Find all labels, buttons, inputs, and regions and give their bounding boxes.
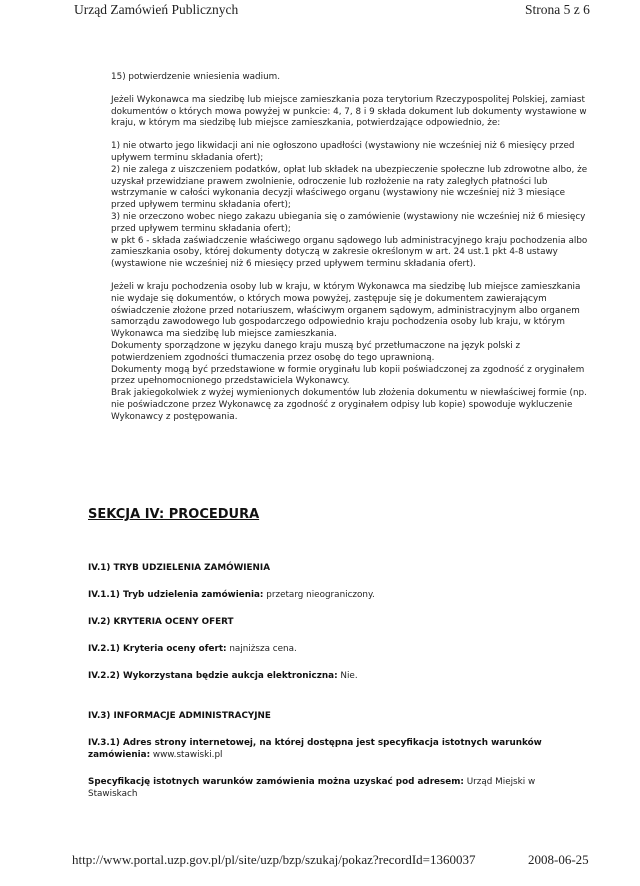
iv22-value: Nie. <box>340 671 358 681</box>
spec-row <box>88 776 558 800</box>
page-number: Strona 5 z 6 <box>525 2 590 17</box>
point-1: 1) nie otwarto jego likwidacji ani nie ogłoszono upadłości (wystawiony nie wcześniej niż 6 miesięcy przed upływem terminu składania ofert); <box>111 141 575 163</box>
point-2: 2) nie zalega z uiszczeniem podatków, opłat lub składek na ubezpieczenie społeczne lub zdrowotne albo, że uzyskał przewidziane prawem zwolnienie, odroczenie lub rozłożenie na raty zaległych płatności lub wstrzymanie w całości wykonania decyzji właściwego organu (wystawiony nie wcześniej niż 3 miesiące przed upływem terminu składania ofert); <box>111 164 588 211</box>
iv1-label: IV.1) TRYB UDZIELENIA ZAMÓWIENIA <box>88 563 270 573</box>
iv2-label: IV.2) KRYTERIA OCENY OFERT <box>88 617 234 627</box>
iv21-label: IV.2.1) Kryteria oceny ofert: <box>88 644 227 654</box>
footer-date: 2008-06-25 <box>528 852 589 867</box>
footer-url: http://www.portal.uzp.gov.pl/pl/site/uzp/bzp/szukaj/pokaz?recordId=1360037 <box>72 852 476 867</box>
iv31-row <box>88 737 558 761</box>
section-title: SEKCJA IV: PROCEDURA <box>88 507 260 522</box>
origin-paragraph: Jeżeli w kraju pochodzenia osoby lub w kraju, w którym Wykonawca ma siedzibę lub miejsce zamieszkania nie wydaje się dokumentów, o których mowa powyżej, zastępuje się je dokumentem zawierającym oświadczenie złożone przed notariuszem, właściwym organem sądowym, administracyjnym albo organem samorządu zawodowego lub gospodarczego odpowiednio kraju pochodzenia osoby lub kraju, w którym Wykonawca ma siedzibę lub miejsce zamieszkania. <box>111 281 581 340</box>
translation-paragraph: Dokumenty sporządzone w języku danego kraju muszą być przetłumaczone na język polski z potwierdzeniem zgodności tłumaczenia przez osobę do tego uprawnioną. <box>111 340 521 363</box>
iv11-row <box>88 589 588 601</box>
iv31-value: www.stawiski.pl <box>152 750 223 760</box>
exclusion-paragraph: Brak jakiegokolwiek z wyżej wymienionych dokumentów lub złożenia dokumentu w niewłaściwej formie (np. nie poświadczone przez Wykonawcę za zgodność z oryginałem odpisy lub kopie) spowoduje wykluczenie Wykonawcy z postępowania. <box>111 388 587 422</box>
iv3-label: IV.3) INFORMACJE ADMINISTRACYJNE <box>88 711 271 721</box>
iv2-heading <box>88 616 588 628</box>
spec-label: Specyfikację istotnych warunków zamówienia można uzyskać pod adresem: <box>88 777 464 787</box>
iv11-label: IV.1.1) Tryb udzielenia zamówienia: <box>88 590 264 600</box>
iv1-heading <box>88 562 588 574</box>
iv22-label: IV.2.2) Wykorzystana będzie aukcja elektroniczna: <box>88 671 338 681</box>
header-title: Urząd Zamówień Publicznych <box>74 2 239 17</box>
iv21-row <box>88 643 588 655</box>
point-6: w pkt 6 - składa zaświadczenie właściwego organu sądowego lub administracyjnego kraju pochodzenia albo zamieszkania osoby, której dokumenty dotyczą w zakresie określonym w art. 24 ust.1 pkt 4-8 ustawy (wystawione nie wcześniej niż 6 miesięcy przed upływem terminu składania ofert). <box>111 235 588 270</box>
document-body <box>111 72 591 424</box>
iv11-value: przetarg nieograniczony. <box>266 590 375 600</box>
item-15: 15) potwierdzenie wniesienia wadium. <box>111 72 281 82</box>
point-3: 3) nie orzeczono wobec niego zakazu ubiegania się o zamówienie (wystawiony nie wcześniej niż 6 miesięcy przed upływem terminu składania ofert); <box>111 211 586 234</box>
spec-value: Urząd Miejski w Stawiskach <box>88 777 536 799</box>
original-copy-paragraph: Dokumenty mogą być przedstawione w formie oryginału lub kopii poświadczonej za zgodność z oryginałem przez upełnomocnionego przedstawiciela Wykonawcy. <box>111 364 585 387</box>
iv31-label: IV.3.1) Adres strony internetowej, na której dostępna jest specyfikacja istotnych warunków zamówienia: <box>88 738 542 760</box>
iv21-value: najniższa cena. <box>229 644 297 654</box>
foreign-intro-paragraph: Jeżeli Wykonawca ma siedzibę lub miejsce zamieszkania poza terytorium Rzeczypospolitej Polskiej, zamiast dokumentów o których mowa powyżej w punkcie: 4, 7, 8 i 9 składa dokument lub dokumenty wystawione w kraju, w którym ma siedzibę lub miejsce zamieszkania, potwierdzające odpowiednio, że: <box>111 94 587 129</box>
iv22-row <box>88 670 588 682</box>
iv3-heading <box>88 710 588 722</box>
